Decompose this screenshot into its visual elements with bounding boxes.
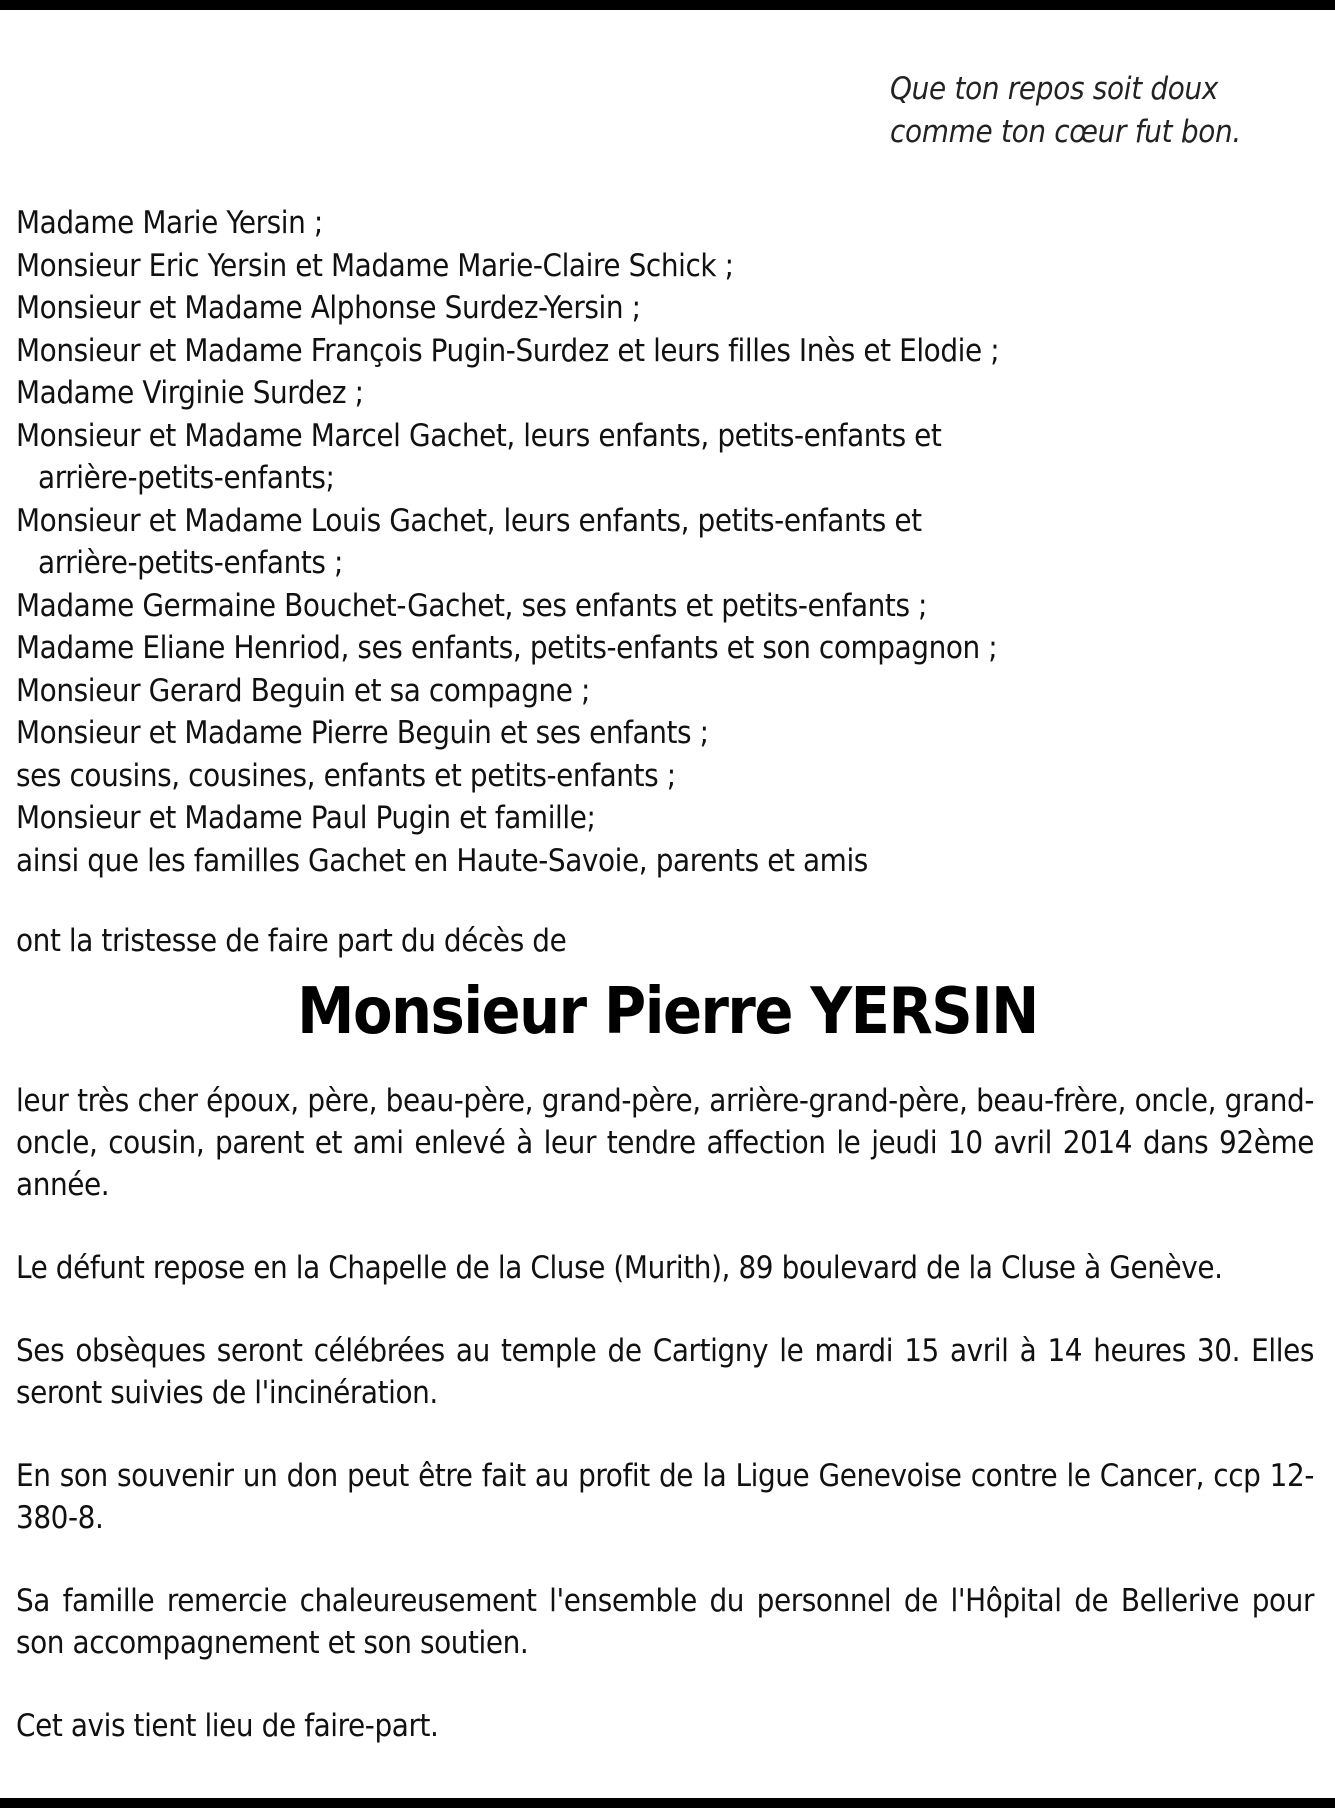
mourner-line: Madame Germaine Bouchet-Gachet, ses enfants et petits-enfants ;	[16, 587, 928, 624]
epitaph-line: comme ton cœur fut bon.	[890, 114, 1241, 150]
mourner-line: Monsieur et Madame Louis Gachet, leurs enfants, petits-enfants et	[16, 502, 922, 539]
repose-paragraph: Le défunt repose en la Chapelle de la Cluse (Murith), 89 boulevard de la Cluse à Genève.	[16, 1250, 1223, 1286]
mourner-line: ses cousins, cousines, enfants et petits-enfants ;	[16, 757, 676, 794]
mourner-line-continuation: arrière-petits-enfants ;	[38, 545, 344, 581]
funeral-paragraph: Ses obsèques seront célébrées au temple de Cartigny le mardi 15 avril à 14 heures 30. Elles seront suivies de l'incinération.	[16, 1333, 1314, 1411]
mourner-line: Monsieur et Madame François Pugin-Surdez et leurs filles Inès et Elodie ;	[16, 332, 1000, 369]
mourner-line: Monsieur et Madame Marcel Gachet, leurs enfants, petits-enfants et	[16, 417, 942, 454]
mourner-line: Monsieur et Madame Pierre Beguin et ses enfants ;	[16, 715, 709, 751]
deceased-name: Monsieur Pierre YERSIN	[297, 975, 1038, 1049]
closing-paragraph: Cet avis tient lieu de faire-part.	[16, 1708, 439, 1744]
announcement-text: ont la tristesse de faire part du décès de	[16, 923, 567, 959]
mourner-line: Monsieur Eric Yersin et Madame Marie-Claire Schick ;	[16, 247, 734, 284]
mourner-line: Monsieur et Madame Alphonse Surdez-Yersin ;	[16, 290, 641, 326]
notice-body	[16, 1080, 1314, 1747]
thanks-paragraph: Sa famille remercie chaleureusement l'ensemble du personnel de l'Hôpital de Bellerive pour son accompagnement et son soutien.	[16, 1583, 1314, 1661]
mourner-line: Monsieur et Madame Paul Pugin et famille;	[16, 800, 596, 836]
mourner-line: Monsieur Gerard Beguin et sa compagne ;	[16, 672, 591, 709]
mourner-line: Madame Marie Yersin ;	[16, 205, 323, 241]
relationship-paragraph: leur très cher époux, père, beau-père, grand-père, arrière-grand-père, beau-frère, oncle, grand-oncle, cousin, parent et ami enlevé à leur tendre affection le jeudi 10 avril 2014 dans 92ème année.	[16, 1083, 1314, 1203]
mourner-line-continuation: arrière-petits-enfants;	[38, 460, 335, 496]
mourners-list	[16, 202, 1316, 882]
mourner-line: ainsi que les familles Gachet en Haute-Savoie, parents et amis	[16, 842, 868, 879]
epitaph-line: Que ton repos soit doux	[890, 71, 1219, 107]
donation-paragraph: En son souvenir un don peut être fait au profit de la Ligue Genevoise contre le Cancer, ccp 12-380-8.	[16, 1458, 1314, 1536]
mourner-line: Madame Eliane Henriod, ses enfants, petits-enfants et son compagnon ;	[16, 630, 998, 666]
epitaph	[890, 68, 1241, 154]
mourner-line: Madame Virginie Surdez ;	[16, 375, 364, 411]
